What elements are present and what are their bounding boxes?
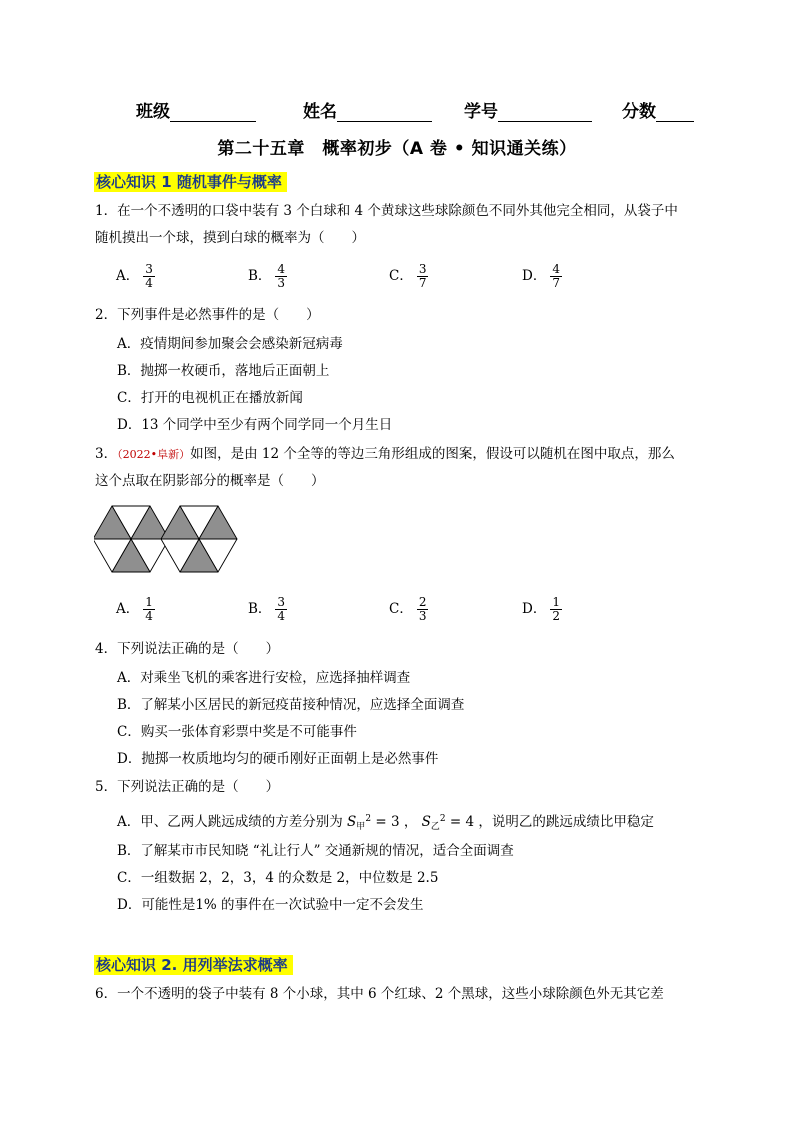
- question-text: 如图，是由 12 个全等的等边三角形组成的图案，假设可以随机在图中取点，那么: [190, 446, 675, 462]
- numerator: 1: [552, 595, 560, 609]
- option-text: = 3 ，: [371, 814, 422, 830]
- section-heading-2: [94, 954, 293, 975]
- fraction: [275, 263, 287, 290]
- variance-symbol: S: [347, 814, 357, 830]
- denominator: 4: [145, 609, 153, 623]
- denominator: 2: [552, 609, 560, 623]
- variance-symbol: S: [421, 814, 431, 830]
- denominator: 7: [552, 276, 560, 290]
- page-title: 第二十五章 概率初步（A 卷 • 知识通关练）: [217, 139, 577, 159]
- option-text: A．甲、乙两人跳远成绩的方差分别为: [117, 814, 348, 830]
- fraction: [417, 596, 429, 623]
- q3-option-a[interactable]: [116, 596, 155, 623]
- question-4-stem: 4．下列说法正确的是（ ）: [95, 641, 280, 657]
- question-6-line-1: 6．一个不透明的袋子中装有 8 个小球，其中 6 个红球、2 个黑球，这些小球除颜色外无其它差: [95, 986, 664, 1002]
- question-2-stem: 2．下列事件是必然事件的是（ ）: [95, 307, 320, 323]
- option-letter: D．: [522, 601, 547, 617]
- subscript-jia: 甲: [356, 822, 366, 832]
- q5-option-d[interactable]: D．可能性是1% 的事件在一次试验中一定不会发生: [117, 897, 424, 913]
- q2-option-c[interactable]: C．打开的电视机正在播放新闻: [117, 390, 303, 406]
- numerator: 4: [277, 262, 286, 276]
- denominator: 3: [418, 609, 427, 623]
- class-field[interactable]: [136, 97, 256, 122]
- numerator: 1: [145, 595, 153, 609]
- fraction: [143, 263, 155, 290]
- id-field[interactable]: [464, 97, 592, 122]
- question-1-line-2: 随机摸出一个球，摸到白球的概率为（ ）: [95, 230, 365, 246]
- subscript-yi: 乙: [430, 822, 440, 832]
- question-1-line-1: 1．在一个不透明的口袋中装有 3 个白球和 4 个黄球这些球除颜色不同外其他完全相同，从袋子中: [95, 203, 678, 219]
- score-label: 分数: [622, 102, 656, 122]
- q1-option-a[interactable]: [116, 263, 155, 290]
- name-label: 姓名: [303, 102, 337, 122]
- q1-option-c[interactable]: [389, 263, 428, 290]
- numerator: 4: [552, 262, 560, 276]
- q4-option-a[interactable]: A．对乘坐飞机的乘客进行安检，应选择抽样调查: [117, 670, 411, 686]
- option-letter: D．: [522, 268, 547, 284]
- q3-option-c[interactable]: [389, 596, 428, 623]
- option-letter: B．: [248, 268, 272, 284]
- q2-option-a[interactable]: A．疫情期间参加聚会会感染新冠病毒: [117, 336, 343, 352]
- source-tag: （2022•阜新）: [117, 448, 191, 461]
- q5-option-b[interactable]: B．了解某市市民知晓 “礼让行人” 交通新规的情况，适合全面调查: [117, 843, 514, 859]
- question-3-line-1: [95, 446, 675, 463]
- numerator: 2: [418, 595, 427, 609]
- denominator: 3: [277, 276, 286, 290]
- denominator: 4: [145, 276, 153, 290]
- q1-option-b[interactable]: [248, 263, 287, 290]
- q3-option-d[interactable]: [522, 596, 562, 623]
- option-letter: C．: [389, 601, 413, 617]
- fraction: [143, 596, 155, 623]
- option-letter: A．: [116, 268, 140, 284]
- q4-option-b[interactable]: B．了解某小区居民的新冠疫苗接种情况，应选择全面调查: [117, 697, 465, 713]
- fraction: [275, 596, 287, 623]
- section-heading-1: [94, 171, 287, 192]
- score-blank[interactable]: [656, 103, 694, 122]
- question-5-stem: 5．下列说法正确的是（ ）: [95, 779, 280, 795]
- class-label: 班级: [136, 102, 170, 122]
- option-letter: C．: [389, 268, 413, 284]
- score-field[interactable]: [622, 97, 694, 122]
- q1-option-d[interactable]: [522, 263, 562, 290]
- numerator: 3: [145, 262, 153, 276]
- denominator: 4: [277, 609, 286, 623]
- fraction: [550, 596, 562, 623]
- header-info-row: [0, 97, 794, 123]
- q3-option-b[interactable]: [248, 596, 287, 623]
- question-number: 3．: [95, 446, 118, 462]
- numerator: 3: [418, 262, 427, 276]
- numerator: 3: [277, 595, 286, 609]
- option-text: = 4 ，说明乙的跳远成绩比甲稳定: [445, 814, 654, 830]
- fraction: [550, 263, 562, 290]
- id-blank[interactable]: [498, 103, 592, 122]
- q5-option-a[interactable]: [117, 811, 654, 836]
- denominator: 7: [418, 276, 427, 290]
- q2-option-d[interactable]: D．13 个同学中至少有两个同学同一个月生日: [117, 417, 393, 433]
- q2-option-b[interactable]: B．抛掷一枚硬币，落地后正面朝上: [117, 363, 330, 379]
- id-label: 学号: [464, 102, 498, 122]
- fraction: [417, 263, 429, 290]
- name-field[interactable]: [303, 97, 432, 122]
- name-blank[interactable]: [337, 103, 432, 122]
- superscript: 2: [439, 814, 446, 824]
- triangle-figure: [94, 503, 238, 575]
- section-2-label: 核心知识 2. 用列举法求概率: [94, 955, 293, 975]
- q5-option-c[interactable]: C．一组数据 2，2，3，4 的众数是 2，中位数是 2.5: [117, 870, 439, 886]
- class-blank[interactable]: [170, 103, 256, 122]
- q4-option-d[interactable]: D．抛掷一枚质地均匀的硬币刚好正面朝上是必然事件: [117, 751, 439, 767]
- section-1-label: 核心知识 1 随机事件与概率: [94, 172, 287, 192]
- option-letter: B．: [248, 601, 272, 617]
- option-letter: A．: [116, 601, 140, 617]
- superscript: 2: [365, 814, 372, 824]
- question-3-line-2: 这个点取在阴影部分的概率是（ ）: [95, 473, 325, 489]
- q4-option-c[interactable]: C．购买一张体育彩票中奖是不可能事件: [117, 724, 357, 740]
